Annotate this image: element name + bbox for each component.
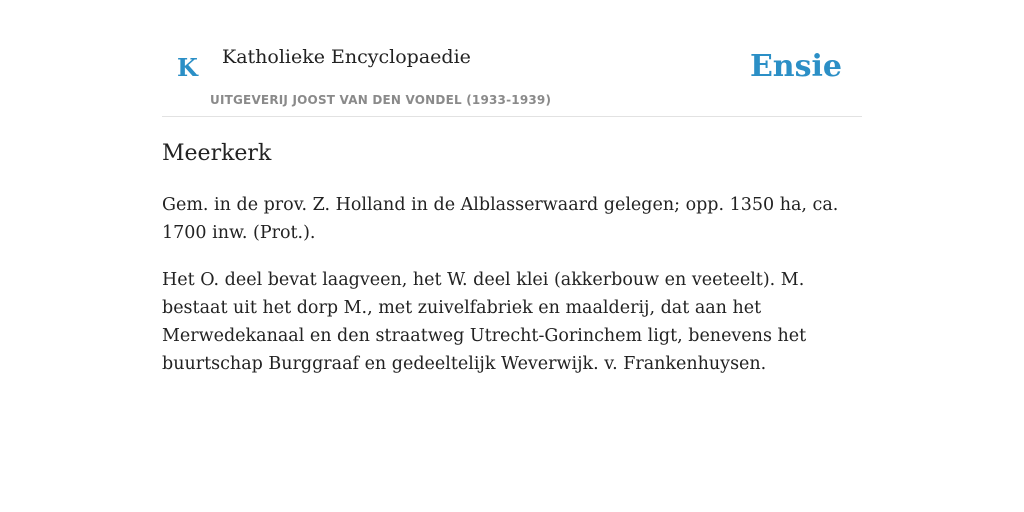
encyclopedia-title-link[interactable]: Katholieke Encyclopaedie (222, 46, 471, 68)
ensie-brand-logo[interactable]: Ensie (749, 49, 842, 84)
site-header (162, 0, 862, 117)
entry-title: Meerkerk (162, 141, 272, 166)
article-paragraph: Gem. in de prov. Z. Holland in de Alblasserwaard gelegen; opp. 1350 ha, ca. 1700 inw. (Prot.). (162, 194, 839, 243)
publisher-label: UITGEVERIJ JOOST VAN DEN VONDEL (1933-1939) (210, 93, 552, 107)
article-paragraph: Het O. deel bevat laagveen, het W. deel klei (akkerbouw en veeteelt). M. bestaat uit het dorp M., met zuivelfabriek en maalderij, dat aan het Merwedekanaal en den straatweg Utrecht-Gorinchem ligt, benevens het buurtschap Burggraaf en gedeeltelijk Weverwijk. v. Frankenhuysen. (162, 269, 807, 374)
article (162, 140, 862, 397)
encyclopedia-logo-icon[interactable]: K (177, 53, 198, 82)
